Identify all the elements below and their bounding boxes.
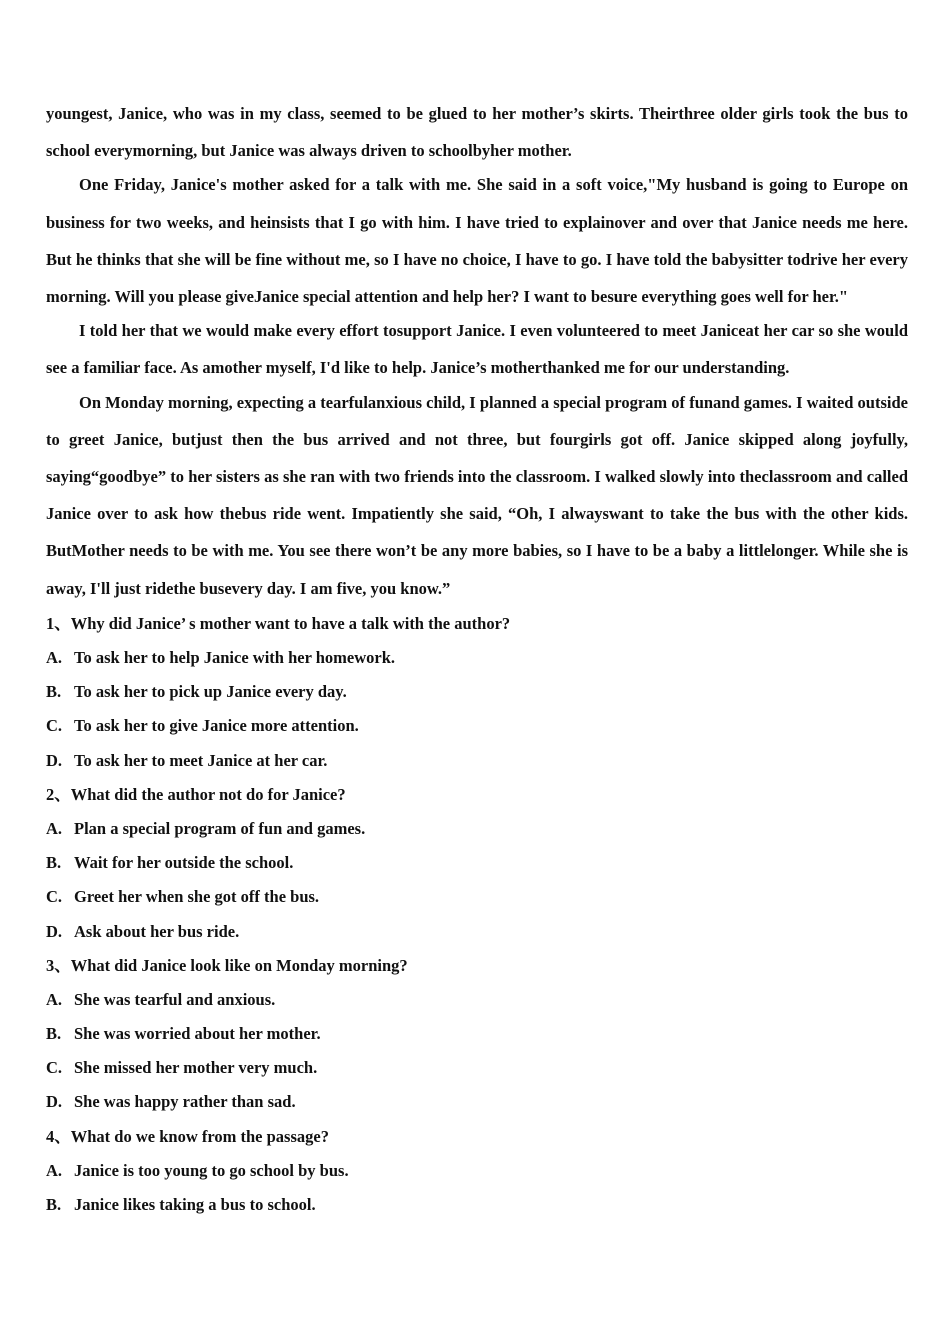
option-letter: B. [46,1195,62,1215]
option-letter: D. [46,750,63,770]
question-2 [46,778,908,949]
passage-paragraph: youngest, Janice, who was in my class, seemed to be glued to her mother’s skirts. Theirthree older girls took the bus to school everymorning, but Janice was always driven to schoolbyher mother. [46,104,908,161]
answer-option [46,641,908,675]
option-text: She was worried about her mother. [74,1024,321,1044]
answer-option [46,744,908,778]
answer-option [46,915,908,949]
option-text: Ask about her bus ride. [74,921,240,941]
question-stem: 1、Why did Janice’ s mother want to have a talk with the author? [46,613,511,633]
option-text: Plan a special program of fun and games. [74,818,366,838]
option-text: She was happy rather than sad. [74,1092,296,1112]
option-letter: A. [46,989,63,1009]
option-letter: A. [46,1160,63,1180]
question-stem: 4、What do we know from the passage? [46,1126,329,1146]
option-letter: C. [46,887,63,907]
option-text: To ask her to pick up Janice every day. [74,682,347,702]
option-letter: C. [46,1058,63,1078]
option-text: She was tearful and anxious. [74,989,276,1009]
answer-option [46,1051,908,1085]
option-text: Greet her when she got off the bus. [74,887,320,907]
answer-option [46,1017,908,1051]
option-text: To ask her to give Janice more attention. [74,716,359,736]
option-text: To ask her to meet Janice at her car. [74,750,328,770]
option-letter: C. [46,716,63,736]
answer-option [46,846,908,880]
question-4 [46,1120,908,1223]
option-letter: D. [46,921,63,941]
passage-paragraph: On Monday morning, expecting a tearfulanxious child, I planned a special program of funand games. I waited outside to greet Janice, butjust then the bus arrived and not three, but fourgirls got off. Janice skipped along joyfully, saying“goodbye” to her sisters as she ran with two friends into the classroom. I walked slowly into theclassroom and called Janice over to ask how thebus ride went. Impatiently she said, “Oh, I alwayswant to take the bus with the other kids. ButMother needs to be with me. You see there won’t be any more babies, so I have to be a baby a littlelonger. While she is away, I'll just ridethe busevery day. I am five, you know.” [46,392,908,598]
option-letter: A. [46,648,63,668]
answer-option [46,880,908,914]
option-text: She missed her mother very much. [74,1058,318,1078]
answer-option [46,1154,908,1188]
question-stem: 3、What did Janice look like on Monday morning? [46,955,408,975]
document-page [46,96,908,1222]
option-text: Wait for her outside the school. [74,853,294,873]
answer-option [46,709,908,743]
option-text: Janice likes taking a bus to school. [74,1195,316,1215]
reading-passage [46,95,908,607]
option-letter: A. [46,818,63,838]
passage-paragraph: I told her that we would make every effort tosupport Janice. I even volunteered to meet Janiceat her car so she would see a familiar face. As amother myself, I'd like to help. Janice’s motherthanked me for our understanding. [46,321,908,378]
question-list [46,607,908,1222]
answer-option [46,983,908,1017]
answer-option [46,675,908,709]
answer-option [46,812,908,846]
option-text: Janice is too young to go school by bus. [74,1160,349,1180]
answer-option [46,1085,908,1119]
option-text: To ask her to help Janice with her homework. [74,648,396,668]
passage-paragraph: One Friday, Janice's mother asked for a talk with me. She said in a soft voice,"My husband is going to Europe on business for two weeks, and heinsists that I go with him. I have tried to explainover and over that Janice needs me here. But he thinks that she will be fine without me, so I have no choice, I have to go. I have told the babysitter todrive her every morning. Will you please giveJanice special attention and help her? I want to besure everything goes well for her." [46,175,908,307]
option-letter: B. [46,853,62,873]
answer-option [46,1188,908,1222]
option-letter: D. [46,1092,63,1112]
option-letter: B. [46,1024,62,1044]
question-stem: 2、What did the author not do for Janice? [46,784,346,804]
question-1 [46,607,908,778]
option-letter: B. [46,682,62,702]
question-3 [46,949,908,1120]
